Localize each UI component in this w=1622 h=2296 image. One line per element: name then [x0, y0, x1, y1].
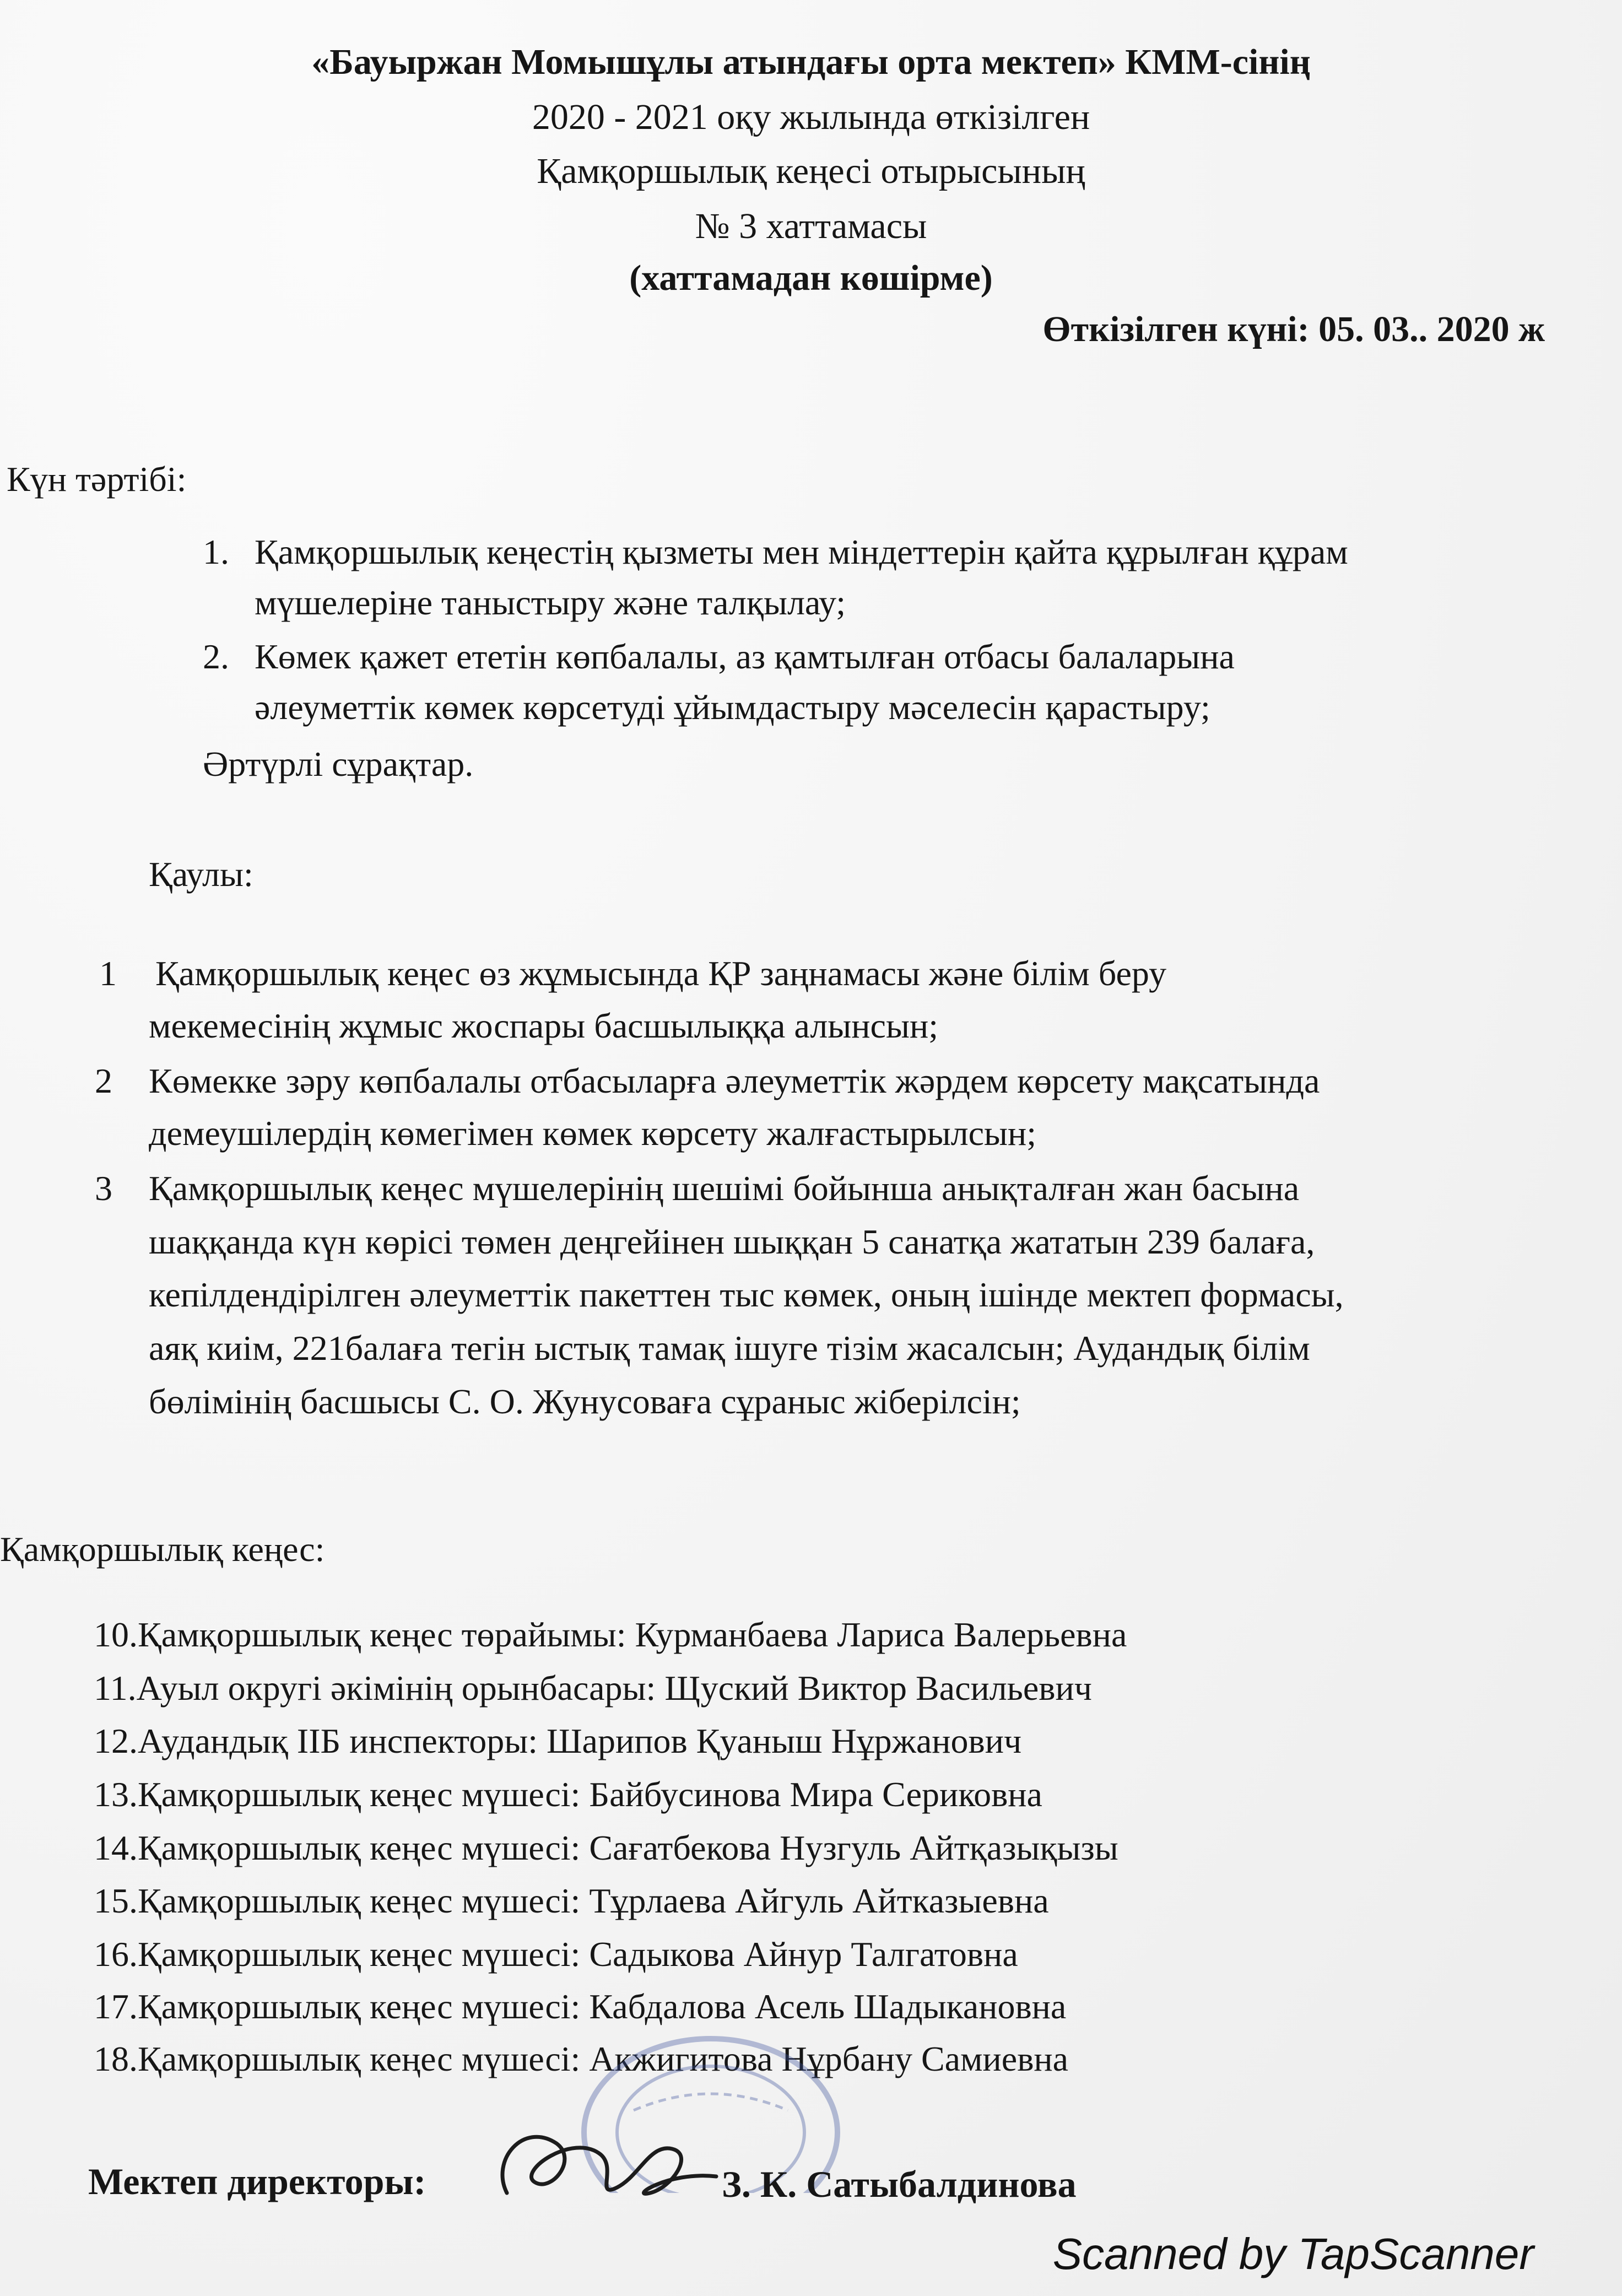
- resolution-item-number: 1: [99, 954, 117, 993]
- council-member: 12.Аудандық ІІБ инспекторы: Шарипов Қуаныш Нұржанович: [94, 1721, 1022, 1760]
- council-member: 14.Қамқоршылық кеңес мүшесі: Сағатбекова Нузгуль Айтқазықызы: [94, 1828, 1118, 1867]
- council-member: 15.Қамқоршылық кеңес мүшесі: Тұрлаева Айгуль Айтказыевна: [94, 1881, 1049, 1920]
- resolution-item-text: Көмекке зәру көпбалалы отбасыларға әлеуметтік жәрдем көрсету мақсатында: [149, 1061, 1320, 1100]
- council-member: 17.Қамқоршылық кеңес мүшесі: Кабдалова Асель Шадыкановна: [94, 1987, 1067, 2026]
- agenda-item-text: Көмек қажет ететін көпбалалы, аз қамтылған отбасы балаларына: [255, 637, 1235, 676]
- resolution-item-text: мекемесінің жұмыс жоспары басшылыққа алынсын;: [149, 1006, 938, 1045]
- resolution-item-number: 3: [95, 1169, 112, 1208]
- resolution-item-text: Қамқоршылық кеңес мүшелерінің шешімі бойынша анықталған жан басына: [149, 1169, 1300, 1208]
- resolution-item-text: кепілдендірілген әлеуметтік пакеттен тыс көмек, оның ішінде мектеп формасы,: [149, 1275, 1344, 1314]
- agenda-label: Күн тәртібі:: [7, 460, 187, 499]
- director-label: Мектеп директоры:: [88, 2160, 426, 2202]
- meeting-date: Өткізілген күні: 05. 03.. 2020 ж: [1042, 309, 1545, 349]
- resolution-item-text: Қамқоршылық кеңес өз жұмысында ҚР заңнамасы және білім беру: [155, 954, 1167, 993]
- header-school-name: «Бауыржан Момышұлы атындағы орта мектеп» КММ-сінің: [311, 42, 1311, 82]
- director-name: З. К. Сатыбалдинова: [722, 2163, 1077, 2205]
- resolution-item-text: шаққанда күн көрісі төмен деңгейінен шыққан 5 санатқа жататын 239 балаға,: [149, 1222, 1315, 1261]
- council-member: 13.Қамқоршылық кеңес мүшесі: Байбусинова Мира Сериковна: [94, 1775, 1042, 1814]
- council-label: Қамқоршылық кеңес:: [0, 1530, 325, 1569]
- resolution-item-text: демеушілердің көмегімен көмек көрсету жалғастырылсын;: [149, 1114, 1037, 1153]
- agenda-item-text: әлеуметтік көмек көрсетуді ұйымдастыру мәселесін қарастыру;: [255, 688, 1210, 727]
- agenda-item-number: 1.: [203, 532, 229, 571]
- header-academic-year: 2020 - 2021 оқу жылында өткізілген: [532, 97, 1090, 137]
- resolution-item-text: бөлімінің басшысы С. О. Жунусоваға сұраныс жіберілсін;: [149, 1382, 1021, 1421]
- council-member: 18.Қамқоршылық кеңес мүшесі: Акжигитова Нұрбану Самиевна: [94, 2039, 1069, 2078]
- council-member: 16.Қамқоршылық кеңес мүшесі: Садыкова Айнур Талгатовна: [94, 1935, 1018, 1974]
- agenda-item-text: Қамқоршылық кеңестің қызметы мен міндеттерін қайта құрылған құрам: [255, 532, 1348, 571]
- resolution-item-number: 2: [95, 1061, 112, 1100]
- header-extract-note: (хаттамадан көшірме): [629, 258, 993, 298]
- agenda-misc: Әртүрлі сұрақтар.: [203, 744, 474, 784]
- resolution-label: Қаулы:: [149, 855, 253, 894]
- council-member: 10.Қамқоршылық кеңес төрайымы: Курманбаева Лариса Валерьевна: [94, 1615, 1127, 1654]
- resolution-item-text: аяқ киім, 221балаға тегін ыстық тамақ ішуге тізім жасалсын; Аудандық білім: [149, 1328, 1310, 1368]
- agenda-item-text: мүшелеріне таныстыру және талқылау;: [255, 583, 846, 622]
- signature-icon: [485, 2110, 727, 2221]
- council-member: 11.Ауыл округі әкімінің орынбасары: Щуский Виктор Васильевич: [94, 1668, 1092, 1708]
- header-council-meeting: Қамқоршылық кеңесі отырысының: [537, 151, 1085, 191]
- agenda-item-number: 2.: [203, 637, 229, 676]
- scanner-watermark: Scanned by TapScanner: [1052, 2229, 1534, 2278]
- header-protocol-number: № 3 хаттамасы: [695, 206, 927, 246]
